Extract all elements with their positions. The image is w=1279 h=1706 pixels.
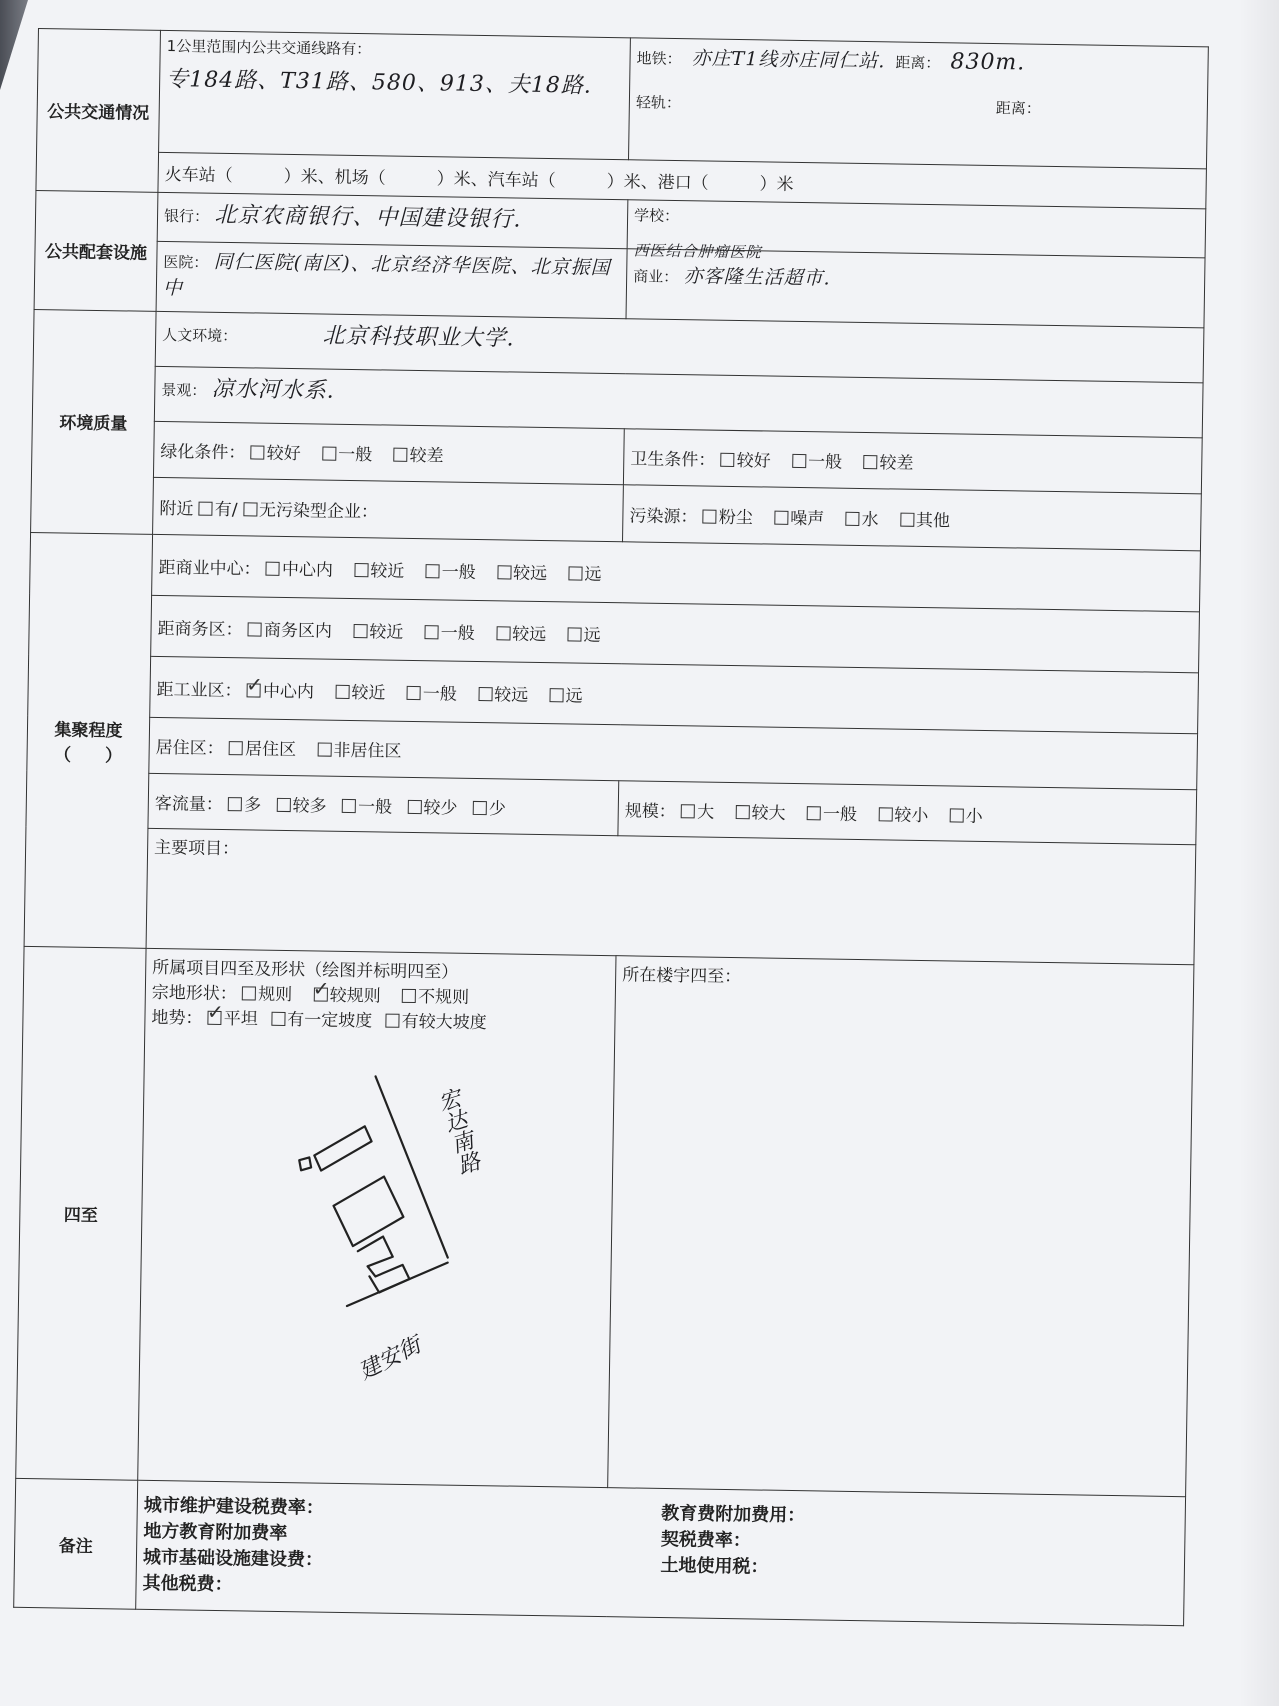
checkbox[interactable] [950, 808, 964, 822]
hospital-label: 医院： [163, 252, 209, 272]
pollution-label: 污染源： [629, 505, 698, 528]
bank-value: 北京农商银行、中国建设银行. [214, 202, 522, 233]
hospital-value: 同仁医院(南区)、北京经济华医院、北京振国中 [162, 250, 611, 299]
checkbox[interactable] [473, 801, 487, 815]
light-rail-distance-label: 距离： [995, 99, 1041, 118]
checkbox[interactable] [846, 511, 860, 525]
checkbox[interactable] [407, 686, 421, 700]
building-label: 所在楼宇四至： [622, 965, 742, 988]
traffic-option[interactable]: 少 [473, 799, 506, 820]
shape-option[interactable]: 规则 [242, 984, 292, 1005]
infra-fee-label: 城市基础设施建设费： [142, 1546, 324, 1571]
subway-distance-value: 830m. [950, 49, 1026, 76]
commercial-option[interactable]: 中心内 [266, 560, 333, 581]
checkbox[interactable] [393, 448, 407, 462]
checkbox[interactable] [425, 625, 439, 639]
commercial-option[interactable]: 较远 [497, 563, 547, 584]
traffic-cell [148, 773, 619, 836]
checkbox[interactable] [478, 687, 492, 701]
scale-option[interactable]: 小 [950, 806, 983, 827]
hospital-value-cont: 西医结合肿瘤医院 [633, 241, 762, 262]
scale-option[interactable]: 较小 [878, 805, 928, 826]
checkbox[interactable] [322, 447, 336, 461]
land-tax-label: 土地使用税： [660, 1555, 769, 1578]
checkbox[interactable] [567, 627, 581, 641]
checkbox[interactable] [735, 805, 749, 819]
greening-cell [153, 422, 624, 485]
checkbox[interactable] [568, 566, 582, 580]
checkbox[interactable] [342, 798, 356, 812]
checkbox[interactable] [900, 512, 914, 526]
scale-label: 规模： [624, 800, 676, 822]
commercial-option[interactable]: 远 [568, 564, 601, 585]
checkbox[interactable] [792, 454, 806, 468]
project-title: 所属项目四至及形状（绘图并标明四至） [152, 957, 459, 983]
industrial-option[interactable]: 较远 [478, 685, 528, 706]
other-tax-label: 其他税费： [142, 1572, 233, 1596]
deed-tax-label: 契税费率： [660, 1529, 751, 1552]
checkbox-checked[interactable] [314, 987, 328, 1001]
residential-option[interactable]: 非居住区 [317, 741, 401, 762]
sketch-building [333, 1176, 404, 1247]
stations-line: 火车站（ ）米、机场（ ）米、汽车站（ ）米、港口（ ）米 [158, 152, 1206, 208]
checkbox[interactable] [496, 626, 510, 640]
nearby-cell [153, 477, 624, 542]
landscape-value: 凉水河水系. [211, 376, 335, 404]
section-facilities: 公共配套设施 [34, 190, 158, 311]
section-environment: 环境质量 [31, 309, 157, 535]
checkbox[interactable] [354, 563, 368, 577]
industrial-option[interactable]: 一般 [407, 684, 457, 705]
pollution-option-noise[interactable]: 噪声 [774, 508, 824, 529]
scale-cell [618, 781, 1197, 846]
building-cell [608, 956, 1194, 1497]
hygiene-option-poor[interactable]: 较差 [863, 453, 913, 474]
subway-cell [629, 38, 1209, 169]
paper-shadow [1239, 0, 1279, 1706]
checkbox[interactable] [271, 1012, 285, 1026]
bank-cell [157, 192, 628, 248]
bus-cell [159, 30, 631, 159]
checkbox[interactable] [266, 562, 280, 576]
terrain-option-checked[interactable]: ✓ 平坦 [208, 1009, 258, 1030]
local-edu-label: 地方教育附加费率 [143, 1520, 288, 1545]
checkbox[interactable] [242, 986, 256, 1000]
sketch-building [299, 1157, 311, 1170]
urban-tax-label: 城市维护建设税费率： [143, 1494, 324, 1519]
checkbox[interactable] [681, 804, 695, 818]
traffic-option[interactable]: 较多 [276, 795, 326, 816]
checkbox[interactable] [248, 622, 262, 636]
section-boundaries: 四至 [16, 946, 146, 1480]
commercial-option[interactable]: 较近 [354, 561, 404, 582]
checkbox[interactable] [317, 743, 331, 757]
checkbox[interactable] [277, 797, 291, 811]
commerce-label: 商业： [633, 267, 679, 286]
remarks-cell [136, 1481, 1186, 1626]
shape-option-checked[interactable]: ✓ 较规则 [313, 985, 380, 1006]
street-east-label: 宏达南路 [432, 1086, 483, 1178]
industrial-option[interactable]: 较近 [335, 683, 385, 704]
checkbox[interactable] [774, 510, 788, 524]
survey-form [13, 28, 1208, 1626]
traffic-label: 客流量： [154, 793, 223, 815]
checkbox[interactable] [703, 509, 717, 523]
greening-option-average[interactable]: 一般 [322, 445, 372, 466]
residential-label: 居住区： [155, 738, 224, 760]
pollution-option-dust[interactable]: 粉尘 [703, 507, 753, 528]
subway-distance-label: 距离： [895, 53, 941, 73]
business-option[interactable]: 较远 [496, 624, 546, 645]
checkbox[interactable] [878, 807, 892, 821]
checkbox[interactable] [386, 1014, 400, 1028]
agglomeration-title: 集聚程度 [54, 720, 123, 742]
checkbox[interactable] [229, 741, 243, 755]
culture-value: 北京科技职业大学. [322, 323, 515, 352]
form-table [13, 28, 1209, 1626]
bus-value: 专184路、T31路、580、913、夫18路. [166, 67, 592, 99]
checkbox[interactable] [807, 806, 821, 820]
section-remarks: 备注 [14, 1479, 138, 1610]
business-label: 距商务区： [157, 618, 243, 641]
sketch-building [314, 1126, 372, 1172]
industrial-label: 距工业区： [156, 679, 242, 702]
section-agglomeration [24, 533, 152, 948]
checkbox[interactable] [721, 453, 735, 467]
project-sketch-cell [138, 948, 616, 1488]
greening-option-poor[interactable]: 较差 [393, 446, 443, 467]
bus-label: 1公里范围内公共交通线路有： [166, 37, 372, 59]
pollution-cell [622, 485, 1201, 552]
edu-surcharge-label: 教育费附加费用： [661, 1503, 806, 1527]
checkbox-checked[interactable] [247, 683, 261, 697]
terrain-label: 地势： [151, 1007, 203, 1029]
checkbox[interactable] [407, 799, 421, 813]
business-option[interactable]: 较近 [353, 622, 403, 643]
school-label: 学校： [633, 206, 680, 225]
street-south-label: 建安街 [355, 1332, 426, 1386]
culture-label: 人文环境： [162, 325, 238, 345]
industrial-option-checked[interactable]: ✓ 中心内 [247, 681, 314, 702]
checkbox[interactable] [251, 445, 265, 459]
commerce-value: 亦客隆生活超市. [683, 264, 831, 290]
nearby-label: 附近 [159, 498, 194, 520]
subway-value: 亦庄T1线亦庄同仁站. [691, 47, 886, 73]
checkbox-has[interactable] [199, 501, 213, 515]
pollution-option-other[interactable]: 其他 [900, 510, 950, 531]
checkbox[interactable] [426, 564, 440, 578]
section-transport: 公共交通情况 [36, 29, 161, 193]
checkbox[interactable] [863, 455, 877, 469]
traffic-option[interactable]: 较少 [407, 797, 457, 818]
landscape-label: 景观： [161, 380, 207, 400]
hygiene-option-good[interactable]: 较好 [721, 451, 771, 472]
checkbox[interactable] [353, 624, 367, 638]
greening-label: 绿化条件： [160, 442, 246, 464]
nearby-none: 无污染型企业： [258, 500, 379, 523]
terrain-option[interactable]: 有较大坡度 [385, 1012, 486, 1034]
light-rail-label: 轻轨： [635, 93, 682, 113]
checkbox[interactable] [335, 685, 349, 699]
hygiene-cell [623, 429, 1202, 494]
residential-option[interactable]: 居住区 [229, 739, 296, 760]
projects-cell [146, 829, 1196, 965]
traffic-option[interactable]: 一般 [342, 796, 392, 817]
business-option[interactable]: 远 [567, 625, 600, 646]
checkbox[interactable] [228, 797, 242, 811]
commercial-label: 距商业中心： [158, 557, 261, 580]
terrain-option[interactable]: 有一定坡度 [271, 1010, 372, 1032]
checkbox[interactable] [550, 688, 564, 702]
scale-option[interactable]: 大 [681, 802, 714, 823]
pollution-option-water[interactable]: 水 [845, 509, 878, 530]
hygiene-label: 卫生条件： [630, 449, 716, 471]
shape-option[interactable]: 不规则 [402, 987, 469, 1008]
commerce-cell [626, 241, 1205, 327]
projects-label: 主要项目： [153, 838, 240, 860]
scale-option[interactable]: 一般 [807, 804, 857, 825]
sketch-building [357, 1236, 410, 1293]
business-option[interactable]: 一般 [425, 623, 475, 644]
commercial-option[interactable]: 一般 [426, 562, 476, 583]
industrial-option[interactable]: 远 [549, 686, 582, 707]
hygiene-option-average[interactable]: 一般 [792, 452, 842, 473]
agglomeration-paren: （ ） [53, 745, 123, 767]
greening-option-good[interactable]: 较好 [251, 443, 301, 464]
traffic-option[interactable]: 多 [228, 795, 261, 816]
checkbox-checked[interactable] [208, 1011, 222, 1025]
shape-label: 宗地形状： [151, 982, 238, 1005]
nearby-has: 有/ [214, 499, 238, 520]
checkbox[interactable] [402, 989, 416, 1003]
bank-label: 银行： [163, 206, 210, 226]
scale-option[interactable]: 较大 [735, 803, 785, 824]
business-option[interactable]: 商务区内 [248, 620, 332, 641]
checkbox-none[interactable] [243, 502, 257, 516]
subway-label: 地铁： [636, 49, 682, 69]
checkbox[interactable] [497, 565, 511, 579]
hospital-cell [156, 241, 627, 318]
